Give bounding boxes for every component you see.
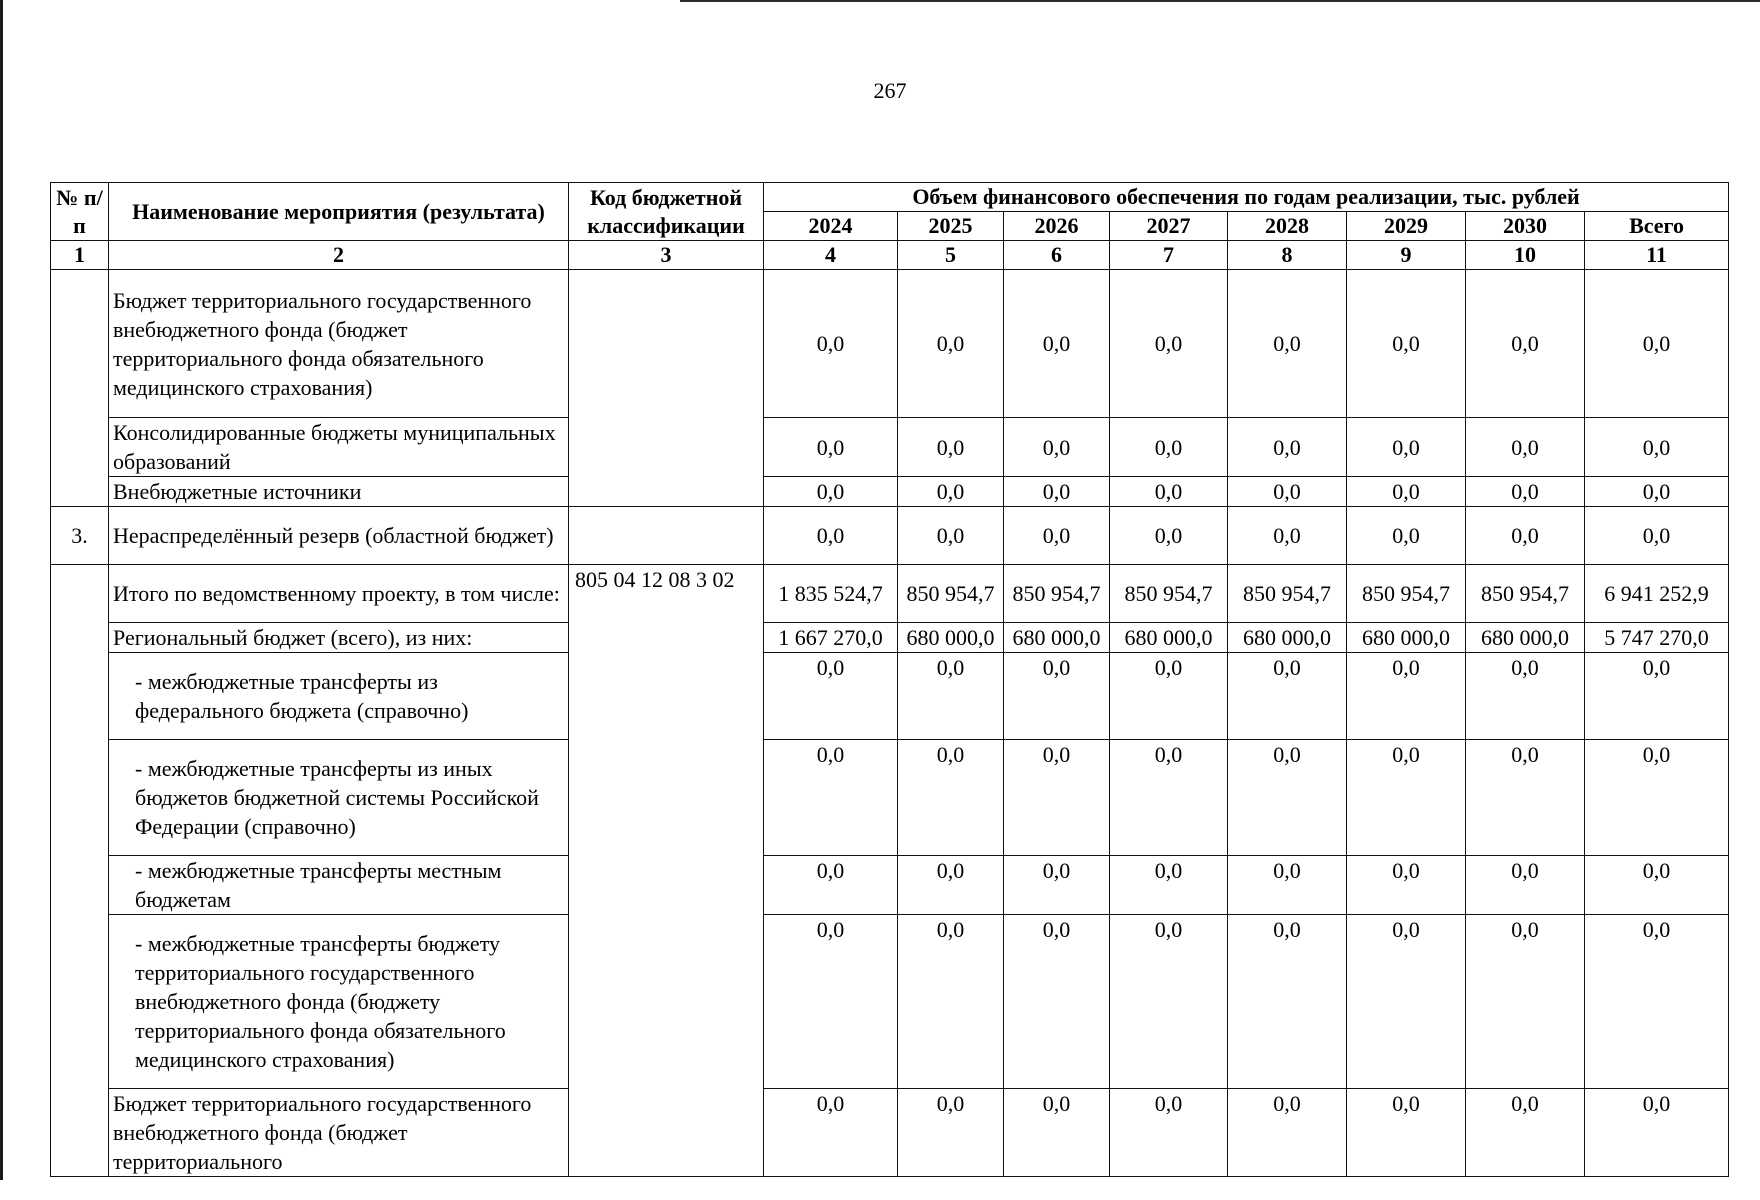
row-code xyxy=(569,270,764,507)
value-cell: 0,0 xyxy=(764,507,898,565)
value-cell: 0,0 xyxy=(1228,740,1347,856)
table-row xyxy=(51,418,1729,477)
value-cell: 0,0 xyxy=(1347,507,1466,565)
value-cell: 0,0 xyxy=(1585,1089,1729,1177)
table-row xyxy=(51,565,1729,623)
value-cell: 0,0 xyxy=(764,856,898,915)
table-row xyxy=(51,623,1729,653)
value-cell: 0,0 xyxy=(764,740,898,856)
value-cell: 0,0 xyxy=(1004,915,1110,1089)
col-number: 6 xyxy=(1004,241,1110,270)
row-code xyxy=(569,507,764,565)
value-cell: 0,0 xyxy=(1110,418,1228,477)
row-number xyxy=(51,565,109,1177)
value-cell: 850 954,7 xyxy=(1004,565,1110,623)
header-code: Код бюджетной классификации xyxy=(569,183,764,241)
table-row xyxy=(51,507,1729,565)
scan-edge-left xyxy=(0,0,3,1180)
value-cell: 0,0 xyxy=(1347,915,1466,1089)
header-year: 2028 xyxy=(1228,212,1347,241)
value-cell: 0,0 xyxy=(1585,740,1729,856)
value-cell: 0,0 xyxy=(1004,507,1110,565)
value-cell: 0,0 xyxy=(1466,915,1585,1089)
value-cell: 0,0 xyxy=(1004,740,1110,856)
value-cell: 0,0 xyxy=(1110,1089,1228,1177)
value-cell: 0,0 xyxy=(1466,418,1585,477)
row-name: - межбюджетные трансферты из иных бюджетов бюджетной системы Российской Федерации (справочно) xyxy=(109,740,569,856)
col-number: 10 xyxy=(1466,241,1585,270)
table-row xyxy=(51,856,1729,915)
header-year: 2029 xyxy=(1347,212,1466,241)
header-year: 2026 xyxy=(1004,212,1110,241)
value-cell: 0,0 xyxy=(1110,740,1228,856)
header-num: № п/п xyxy=(51,183,109,241)
row-name: Бюджет территориального государственного внебюджетного фонда (бюджет территориального фонда обязательного медицинского страхования) xyxy=(109,270,569,418)
row-code: 805 04 12 08 3 02 xyxy=(569,565,764,1177)
value-cell: 0,0 xyxy=(1585,856,1729,915)
value-cell: 680 000,0 xyxy=(1347,623,1466,653)
table-row xyxy=(51,270,1729,418)
value-cell: 0,0 xyxy=(764,418,898,477)
value-cell: 0,0 xyxy=(898,915,1004,1089)
header-row-col-numbers xyxy=(51,241,1729,270)
scan-edge-top xyxy=(680,0,1760,2)
col-number: 4 xyxy=(764,241,898,270)
value-cell: 0,0 xyxy=(764,1089,898,1177)
value-cell: 680 000,0 xyxy=(898,623,1004,653)
value-cell: 0,0 xyxy=(1466,653,1585,740)
page-number: 267 xyxy=(873,78,907,103)
value-cell: 0,0 xyxy=(898,270,1004,418)
value-cell: 0,0 xyxy=(1228,856,1347,915)
value-cell: 0,0 xyxy=(1466,740,1585,856)
value-cell: 0,0 xyxy=(898,507,1004,565)
header-name: Наименование мероприятия (результата) xyxy=(109,183,569,241)
header-year: 2025 xyxy=(898,212,1004,241)
value-cell: 850 954,7 xyxy=(898,565,1004,623)
value-cell: 0,0 xyxy=(898,1089,1004,1177)
value-cell: 0,0 xyxy=(1347,418,1466,477)
value-cell: 0,0 xyxy=(1004,856,1110,915)
col-number: 1 xyxy=(51,241,109,270)
col-number: 2 xyxy=(109,241,569,270)
col-number: 3 xyxy=(569,241,764,270)
value-cell: 0,0 xyxy=(1110,270,1228,418)
value-cell: 0,0 xyxy=(1110,653,1228,740)
value-cell: 0,0 xyxy=(1004,653,1110,740)
row-name: Итого по ведомственному проекту, в том числе: xyxy=(109,565,569,623)
header-funding: Объем финансового обеспечения по годам реализации, тыс. рублей xyxy=(764,183,1729,212)
value-cell: 0,0 xyxy=(1110,856,1228,915)
value-cell: 0,0 xyxy=(1110,477,1228,507)
value-cell: 0,0 xyxy=(1110,507,1228,565)
value-cell: 0,0 xyxy=(1004,477,1110,507)
value-cell: 0,0 xyxy=(1466,507,1585,565)
row-number: 3. xyxy=(51,507,109,565)
value-cell: 0,0 xyxy=(1004,1089,1110,1177)
col-number: 7 xyxy=(1110,241,1228,270)
value-cell: 0,0 xyxy=(1466,477,1585,507)
value-cell: 5 747 270,0 xyxy=(1585,623,1729,653)
value-cell: 680 000,0 xyxy=(1466,623,1585,653)
row-name: Бюджет территориального государственного внебюджетного фонда (бюджет территориального xyxy=(109,1089,569,1177)
value-cell: 0,0 xyxy=(1585,653,1729,740)
value-cell: 850 954,7 xyxy=(1347,565,1466,623)
value-cell: 680 000,0 xyxy=(1004,623,1110,653)
value-cell: 0,0 xyxy=(1228,270,1347,418)
value-cell: 0,0 xyxy=(1466,270,1585,418)
value-cell: 0,0 xyxy=(1466,1089,1585,1177)
table-row xyxy=(51,740,1729,856)
table-row xyxy=(51,653,1729,740)
value-cell: 850 954,7 xyxy=(1228,565,1347,623)
value-cell: 6 941 252,9 xyxy=(1585,565,1729,623)
value-cell: 0,0 xyxy=(1466,856,1585,915)
value-cell: 0,0 xyxy=(1347,740,1466,856)
value-cell: 0,0 xyxy=(1228,1089,1347,1177)
value-cell: 0,0 xyxy=(898,856,1004,915)
value-cell: 0,0 xyxy=(1347,856,1466,915)
value-cell: 0,0 xyxy=(764,653,898,740)
value-cell: 0,0 xyxy=(1585,915,1729,1089)
table-row xyxy=(51,1089,1729,1177)
row-name: - межбюджетные трансферты местным бюджетам xyxy=(109,856,569,915)
value-cell: 0,0 xyxy=(1347,653,1466,740)
col-number: 9 xyxy=(1347,241,1466,270)
header-year: 2024 xyxy=(764,212,898,241)
value-cell: 0,0 xyxy=(1585,418,1729,477)
value-cell: 680 000,0 xyxy=(1228,623,1347,653)
value-cell: 0,0 xyxy=(1585,507,1729,565)
row-name: Региональный бюджет (всего), из них: xyxy=(109,623,569,653)
header-row-1 xyxy=(51,183,1729,212)
row-number xyxy=(51,270,109,507)
value-cell: 0,0 xyxy=(1228,477,1347,507)
row-name: - межбюджетные трансферты из федерального бюджета (справочно) xyxy=(109,653,569,740)
row-name: - межбюджетные трансферты бюджету территориального государственного внебюджетного фонда (бюджету территориального фонда обязательного медицинского страхования) xyxy=(109,915,569,1089)
value-cell: 1 667 270,0 xyxy=(764,623,898,653)
value-cell: 0,0 xyxy=(898,653,1004,740)
table-row xyxy=(51,477,1729,507)
value-cell: 0,0 xyxy=(1347,1089,1466,1177)
col-number: 5 xyxy=(898,241,1004,270)
value-cell: 850 954,7 xyxy=(1466,565,1585,623)
col-number: 11 xyxy=(1585,241,1729,270)
col-number: 8 xyxy=(1228,241,1347,270)
header-year: 2027 xyxy=(1110,212,1228,241)
value-cell: 0,0 xyxy=(1228,418,1347,477)
value-cell: 0,0 xyxy=(898,477,1004,507)
value-cell: 0,0 xyxy=(1004,418,1110,477)
value-cell: 0,0 xyxy=(1228,915,1347,1089)
value-cell: 0,0 xyxy=(764,477,898,507)
value-cell: 0,0 xyxy=(1228,653,1347,740)
header-year: 2030 xyxy=(1466,212,1585,241)
value-cell: 0,0 xyxy=(1585,270,1729,418)
header-total: Всего xyxy=(1585,212,1729,241)
value-cell: 1 835 524,7 xyxy=(764,565,898,623)
row-name: Консолидированные бюджеты муниципальных образований xyxy=(109,418,569,477)
value-cell: 0,0 xyxy=(898,740,1004,856)
value-cell: 850 954,7 xyxy=(1110,565,1228,623)
value-cell: 0,0 xyxy=(1228,507,1347,565)
budget-table xyxy=(50,182,1729,1177)
value-cell: 0,0 xyxy=(1004,270,1110,418)
value-cell: 0,0 xyxy=(764,270,898,418)
value-cell: 680 000,0 xyxy=(1110,623,1228,653)
value-cell: 0,0 xyxy=(1347,270,1466,418)
value-cell: 0,0 xyxy=(898,418,1004,477)
value-cell: 0,0 xyxy=(1110,915,1228,1089)
value-cell: 0,0 xyxy=(764,915,898,1089)
value-cell: 0,0 xyxy=(1585,477,1729,507)
table-row xyxy=(51,915,1729,1089)
value-cell: 0,0 xyxy=(1347,477,1466,507)
row-name: Внебюджетные источники xyxy=(109,477,569,507)
row-name: Нераспределённый резерв (областной бюджет) xyxy=(109,507,569,565)
